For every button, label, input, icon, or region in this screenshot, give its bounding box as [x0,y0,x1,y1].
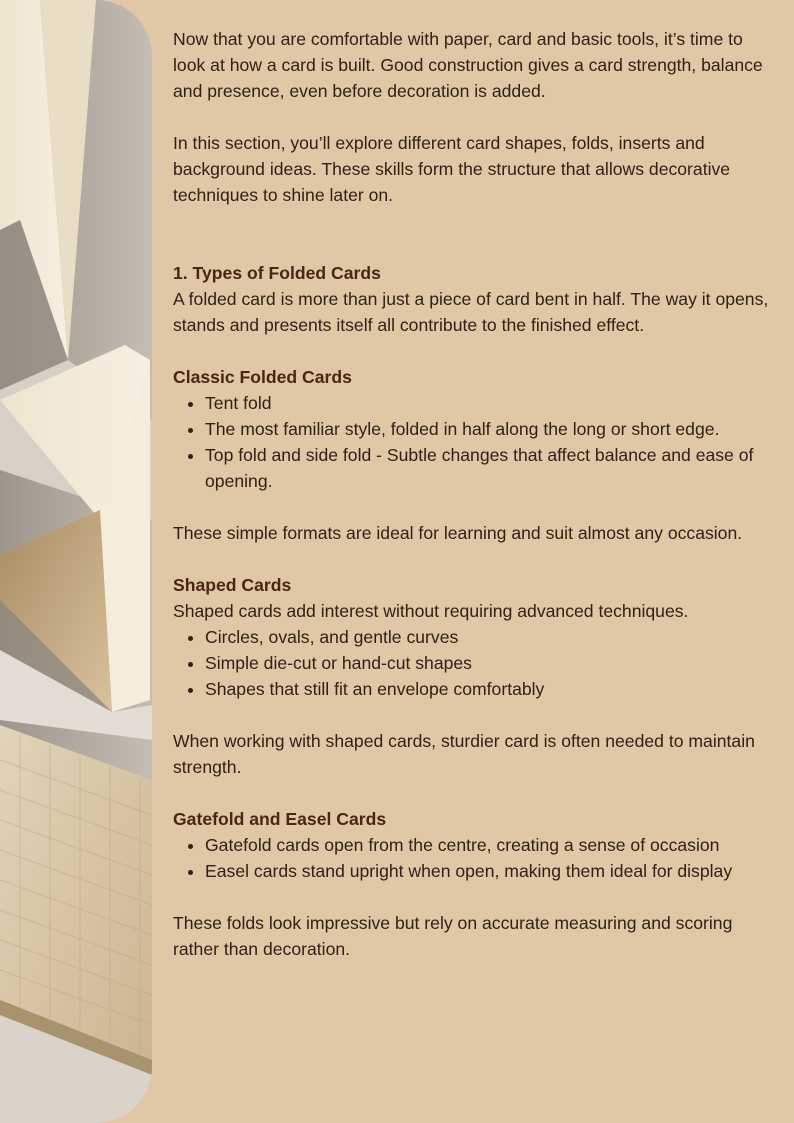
list-item: • Easel cards stand upright when open, making them ideal for display [205,858,773,884]
gatefold-note: These folds look impressive but rely on accurate measuring and scoring rather than decoration. [173,913,733,959]
section-intro-text: A folded card is more than just a piece of card bent in half. The way it opens, stands and presents itself all contribute to the finished effect. [173,289,769,335]
folded-cards-illustration [0,0,152,1123]
page-content [173,26,773,962]
list-item: • The most familiar style, folded in half along the long or short edge. [205,416,773,442]
list-item: • Simple die-cut or hand-cut shapes [205,650,773,676]
intro-paragraph-1: Now that you are comfortable with paper, card and basic tools, it’s time to look at how a card is built. Good construction gives a card strength, balance and presence, even before decoration is added. [173,29,763,101]
classic-note: These simple formats are ideal for learning and suit almost any occasion. [173,523,743,543]
shaped-intro-text: Shaped cards add interest without requiring advanced techniques. [173,601,689,621]
section-heading-folded-cards: 1. Types of Folded Cards [173,263,381,283]
list-item: • Circles, ovals, and gentle curves [205,624,773,650]
shaped-note: When working with shaped cards, sturdier card is often needed to maintain strength. [173,731,755,777]
intro-paragraph-2: In this section, you’ll explore different card shapes, folds, inserts and background ideas. These skills form the structure that allows decorative techniques to shine later on. [173,133,731,205]
list-item: • Shapes that still fit an envelope comfortably [205,676,773,702]
list-item: • Top fold and side fold - Subtle changes that affect balance and ease of opening. [205,442,773,494]
list-item: • Gatefold cards open from the centre, creating a sense of occasion [205,832,773,858]
folded-cards-photo [0,0,152,1123]
classic-bullet-list [173,390,773,494]
subheading-gatefold-easel-cards: Gatefold and Easel Cards [173,809,387,829]
subheading-shaped-cards: Shaped Cards [173,575,292,595]
list-item: • Tent fold [205,390,773,416]
gatefold-bullet-list [173,832,773,884]
shaped-bullet-list [173,624,773,702]
subheading-classic-folded-cards: Classic Folded Cards [173,367,352,387]
